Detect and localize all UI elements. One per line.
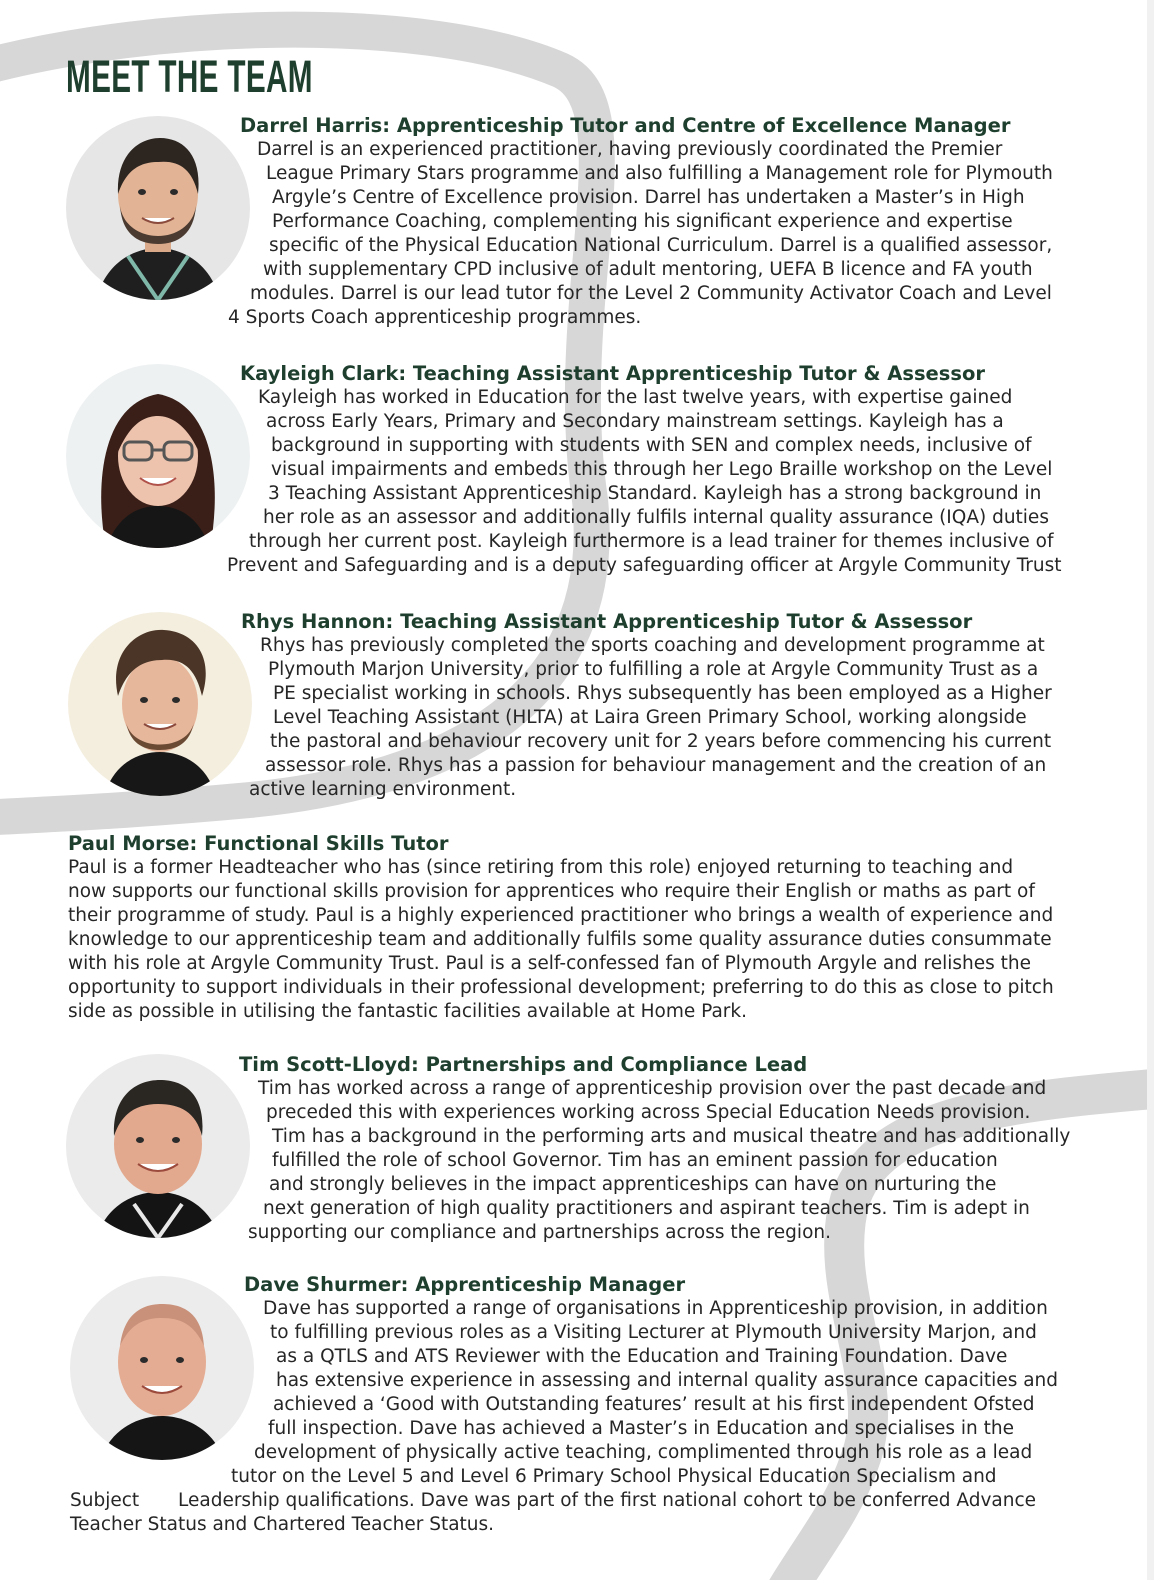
bio-line: next generation of high quality practitioners and aspirant teachers. Tim is adept in	[263, 1198, 1030, 1219]
bio-line: and strongly believes in the impact apprenticeships can have on nurturing the	[269, 1174, 997, 1195]
bio-line: side as possible in utilising the fantastic facilities available at Home Park.	[68, 1001, 747, 1022]
bio-line: to fulfilling previous roles as a Visiting Lecturer at Plymouth University Marjon, and	[270, 1322, 1037, 1343]
bio-line: 4 Sports Coach apprenticeship programmes.	[228, 307, 642, 328]
bio-line: with his role at Argyle Community Trust. Paul is a self-confessed fan of Plymouth Argyle and relishes the	[68, 953, 1032, 974]
bio-line: achieved a ‘Good with Outstanding features’ result at his first independent Ofsted	[273, 1394, 1035, 1415]
bio-line: full inspection. Dave has achieved a Master’s in Education and specialises in the	[268, 1418, 1015, 1439]
bio-line: Performance Coaching, complementing his significant experience and expertise	[272, 211, 1013, 232]
bio-line: supporting our compliance and partnerships across the region.	[248, 1222, 831, 1243]
bio-line: specific of the Physical Education National Curriculum. Darrel is a qualified assessor,	[269, 235, 1053, 256]
bio-line: as a QTLS and ATS Reviewer with the Education and Training Foundation. Dave	[276, 1346, 1008, 1367]
person-portrait-icon	[66, 364, 250, 548]
member-name: Dave Shurmer: Apprenticeship Manager	[244, 1273, 686, 1296]
bio-line: Leadership qualifications. Dave was part of the first national cohort to be conferred Advance	[178, 1490, 1037, 1511]
member-name: Tim Scott-Lloyd: Partnerships and Compliance Lead	[239, 1053, 808, 1076]
person-portrait-icon	[66, 1054, 250, 1238]
bio-line: across Early Years, Primary and Secondary mainstream settings. Kayleigh has a	[266, 411, 1004, 432]
bio-line: Dave has supported a range of organisations in Apprenticeship provision, in addition	[263, 1298, 1048, 1319]
bio-line: fulfilled the role of school Governor. Tim has an eminent passion for education	[272, 1150, 998, 1171]
bio-line: their programme of study. Paul is a highly experienced practitioner who brings a wealth of experience and	[68, 905, 1054, 926]
bio-line: has extensive experience in assessing and internal quality assurance capacities and	[276, 1370, 1059, 1391]
bio-line: Darrel is an experienced practitioner, having previously coordinated the Premier	[257, 139, 1003, 160]
bio-line: Kayleigh has worked in Education for the last twelve years, with expertise gained	[258, 387, 1013, 408]
bio-line: Teacher Status and Chartered Teacher Status.	[70, 1514, 495, 1535]
bio-line: preceded this with experiences working across Special Education Needs provision.	[266, 1102, 1031, 1123]
member-name: Darrel Harris: Apprenticeship Tutor and Centre of Excellence Manager	[240, 114, 1011, 137]
bio-line: Level Teaching Assistant (HLTA) at Laira Green Primary School, working alongside	[273, 707, 1027, 728]
person-portrait-icon	[70, 1276, 254, 1460]
person-portrait-icon	[68, 612, 252, 796]
bio-line: modules. Darrel is our lead tutor for the Level 2 Community Activator Coach and Level	[250, 283, 1052, 304]
bio-line: Prevent and Safeguarding and is a deputy safeguarding officer at Argyle Community Trust	[227, 555, 1062, 576]
bio-line: Argyle’s Centre of Excellence provision. Darrel has undertaken a Master’s in High	[272, 187, 1025, 208]
bio-line: assessor role. Rhys has a passion for behaviour management and the creation of an	[265, 755, 1047, 776]
bio-line: knowledge to our apprenticeship team and additionally fulfils some quality assurance duties consummate	[68, 929, 1052, 950]
bio-line: her role as an assessor and additionally fulfils internal quality assurance (IQA) duties	[263, 507, 1049, 528]
bio-line: League Primary Stars programme and also fulfilling a Management role for Plymouth	[266, 163, 1053, 184]
bio-line: through her current post. Kayleigh furthermore is a lead trainer for themes inclusive of	[249, 531, 1054, 552]
bio-line: 3 Teaching Assistant Apprenticeship Standard. Kayleigh has a strong background in	[268, 483, 1042, 504]
bio-line: tutor on the Level 5 and Level 6 Primary School Physical Education Specialism and	[231, 1466, 997, 1487]
bio-line: opportunity to support individuals in their professional development; preferring to do this as close to pitch	[68, 977, 1054, 998]
member-name: Paul Morse: Functional Skills Tutor	[68, 832, 449, 855]
bio-line: Rhys has previously completed the sports coaching and development programme at	[260, 635, 1045, 656]
member-name: Rhys Hannon: Teaching Assistant Apprenticeship Tutor & Assessor	[241, 610, 973, 633]
bio-line: Plymouth Marjon University, prior to fulfilling a role at Argyle Community Trust as a	[268, 659, 1039, 680]
bio-line: with supplementary CPD inclusive of adult mentoring, UEFA B licence and FA youth	[263, 259, 1033, 280]
bio-line: now supports our functional skills provision for apprentices who require their English or maths as part of	[68, 881, 1035, 902]
bio-line: Tim has worked across a range of apprenticeship provision over the past decade and	[258, 1078, 1047, 1099]
bio-line: Paul is a former Headteacher who has (since retiring from this role) enjoyed returning to teaching and	[68, 857, 1014, 878]
person-portrait-icon	[66, 116, 250, 300]
bio-line: background in supporting with students with SEN and complex needs, inclusive of	[271, 435, 1032, 456]
member-name: Kayleigh Clark: Teaching Assistant Apprenticeship Tutor & Assessor	[240, 362, 986, 385]
bio-line: active learning environment.	[249, 779, 517, 800]
bio-line: PE specialist working in schools. Rhys subsequently has been employed as a Higher	[273, 683, 1052, 704]
bio-line: development of physically active teaching, complimented through his role as a lead	[254, 1442, 1033, 1463]
bio-line: Subject	[70, 1490, 140, 1511]
page-title: MEET THE TEAM	[66, 51, 313, 102]
bio-line: the pastoral and behaviour recovery unit for 2 years before commencing his current	[270, 731, 1052, 752]
bio-line: Tim has a background in the performing arts and musical theatre and has additionally	[272, 1126, 1071, 1147]
page-edge	[1147, 0, 1154, 1580]
bio-line: visual impairments and embeds this through her Lego Braille workshop on the Level	[271, 459, 1053, 480]
